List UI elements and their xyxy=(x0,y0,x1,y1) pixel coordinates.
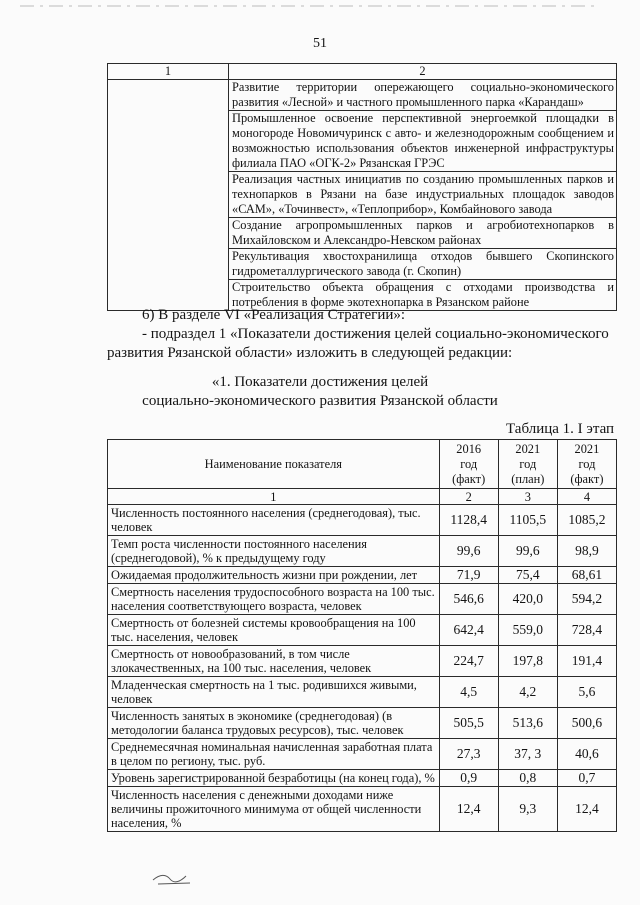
value-2021-plan: 420,0 xyxy=(498,584,557,615)
value-2021-fact: 98,9 xyxy=(557,536,616,567)
signature-mark xyxy=(150,868,200,888)
indicator-name: Смертность от болезней системы кровообращения на 100 тыс. населения, человек xyxy=(108,615,440,646)
indicator-name: Численность постоянного населения (среднегодовая), тыс. человек xyxy=(108,505,440,536)
table-row xyxy=(108,770,617,787)
indicator-name: Младенческая смертность на 1 тыс. родившихся живыми, человек xyxy=(108,677,440,708)
value-2016-fact: 4,5 xyxy=(439,677,498,708)
table-header-row xyxy=(108,64,617,80)
indicator-name: Темп роста численности постоянного населения (среднегодовой), % к предыдущему году xyxy=(108,536,440,567)
section-heading: 6) В разделе VI «Реализация Стратегии»: xyxy=(142,307,406,323)
column-header: 2 xyxy=(229,64,617,80)
header-type: (факт) xyxy=(452,471,486,486)
header-year: 2021 xyxy=(574,441,600,456)
paragraph-line: развития Рязанской области» изложить в следующей редакции: xyxy=(107,345,513,361)
value-2016-fact: 642,4 xyxy=(439,615,498,646)
value-2021-plan: 1105,5 xyxy=(498,505,557,536)
column-header-2021-fact xyxy=(557,440,616,489)
project-item: Создание агропромышленных парков и агробиотехнопарков в Михайловском и Александро-Невском районах xyxy=(229,218,617,249)
column-number-row xyxy=(108,489,617,505)
indicator-name: Уровень зарегистрированной безработицы (на конец года), % xyxy=(108,770,440,787)
scan-edge-marks xyxy=(0,0,640,12)
value-2021-plan: 9,3 xyxy=(498,787,557,832)
value-2016-fact: 1128,4 xyxy=(439,505,498,536)
value-2016-fact: 99,6 xyxy=(439,536,498,567)
projects-table xyxy=(107,63,617,311)
indicator-name: Среднемесячная номинальная начисленная заработная плата в целом по региону, тыс. руб. xyxy=(108,739,440,770)
value-2016-fact: 27,3 xyxy=(439,739,498,770)
project-item: Рекультивация хвостохранилища отходов бывшего Скопинского гидрометаллургического завода (г. Скопин) xyxy=(229,249,617,280)
table-row xyxy=(108,536,617,567)
header-type: (план) xyxy=(511,471,545,486)
value-2016-fact: 505,5 xyxy=(439,708,498,739)
page-number: 51 xyxy=(313,36,327,51)
indicator-name: Численность занятых в экономике (среднегодовая) (в методологии баланса трудовых ресурсов), тыс. человек xyxy=(108,708,440,739)
value-2016-fact: 12,4 xyxy=(439,787,498,832)
table-row xyxy=(108,505,617,536)
value-2021-fact: 12,4 xyxy=(557,787,616,832)
header-word: год xyxy=(519,456,537,471)
table-row xyxy=(108,615,617,646)
table-caption: Таблица 1. I этап xyxy=(506,421,615,437)
header-type: (факт) xyxy=(570,471,604,486)
column-header: 1 xyxy=(108,64,229,80)
indicator-name: Численность населения с денежными доходами ниже величины прожиточного минимума от общей численности населения, % xyxy=(108,787,440,832)
column-number: 2 xyxy=(439,489,498,505)
header-word: год xyxy=(578,456,596,471)
value-2021-plan: 37, 3 xyxy=(498,739,557,770)
value-2021-fact: 500,6 xyxy=(557,708,616,739)
column-header-name: Наименование показателя xyxy=(108,440,440,489)
value-2021-plan: 197,8 xyxy=(498,646,557,677)
indicator-name: Смертность от новообразований, в том числе злокачественных, на 100 тыс. населения, человек xyxy=(108,646,440,677)
value-2016-fact: 0,9 xyxy=(439,770,498,787)
table-row xyxy=(108,677,617,708)
indicator-name: Ожидаемая продолжительность жизни при рождении, лет xyxy=(108,567,440,584)
column-number: 1 xyxy=(108,489,440,505)
table-header-row xyxy=(108,440,617,489)
value-2021-fact: 68,61 xyxy=(557,567,616,584)
table-row xyxy=(108,567,617,584)
project-item: Промышленное освоение перспективной энергоемкой площадки в моногороде Новомичуринск с авто- и железнодорожным сообщением и возможностью использования объектов инженерной инфраструктуры филиала ПАО «ОГК-2» Рязанская ГРЭС xyxy=(229,111,617,172)
project-item: Развитие территории опережающего социально-экономического развития «Лесной» и частного промышленного парка «Карандаш» xyxy=(229,80,617,111)
column-number: 3 xyxy=(498,489,557,505)
value-2021-fact: 40,6 xyxy=(557,739,616,770)
table-row xyxy=(108,646,617,677)
value-2021-plan: 0,8 xyxy=(498,770,557,787)
project-item: Строительство объекта обращения с отходами производства и потребления в форме экотехнопарка в Рязанском районе xyxy=(229,280,617,311)
column-number: 4 xyxy=(557,489,616,505)
table-title-line1: «1. Показатели достижения целей xyxy=(211,374,429,390)
value-2021-fact: 728,4 xyxy=(557,615,616,646)
value-2021-fact: 191,4 xyxy=(557,646,616,677)
header-word: год xyxy=(460,456,478,471)
value-2016-fact: 546,6 xyxy=(439,584,498,615)
value-2021-plan: 559,0 xyxy=(498,615,557,646)
table-title-line2: социально-экономического развития Рязанской области xyxy=(142,393,498,409)
value-2021-fact: 0,7 xyxy=(557,770,616,787)
value-2021-fact: 1085,2 xyxy=(557,505,616,536)
value-2021-plan: 4,2 xyxy=(498,677,557,708)
value-2016-fact: 224,7 xyxy=(439,646,498,677)
value-2021-plan: 75,4 xyxy=(498,567,557,584)
table-row xyxy=(108,787,617,832)
indicators-table xyxy=(107,439,617,832)
indicator-name: Смертность населения трудоспособного возраста на 100 тыс. населения соответствующего возраста, человек xyxy=(108,584,440,615)
column-header-2016-fact xyxy=(439,440,498,489)
header-year: 2016 xyxy=(456,441,482,456)
value-2021-plan: 513,6 xyxy=(498,708,557,739)
value-2021-fact: 5,6 xyxy=(557,677,616,708)
value-2021-fact: 594,2 xyxy=(557,584,616,615)
column-header-2021-plan xyxy=(498,440,557,489)
table-row xyxy=(108,708,617,739)
header-year: 2021 xyxy=(515,441,541,456)
paragraph-line: - подраздел 1 «Показатели достижения целей социально-экономического xyxy=(142,326,609,342)
table-row xyxy=(108,80,617,111)
table-row xyxy=(108,739,617,770)
table-row xyxy=(108,584,617,615)
value-2021-plan: 99,6 xyxy=(498,536,557,567)
project-item: Реализация частных инициатив по созданию промышленных парков и технопарков в Рязани на базе индустриальных площадок заводов «САМ», «Точинвест», «Теплоприбор», Комбайнового завода xyxy=(229,172,617,218)
value-2016-fact: 71,9 xyxy=(439,567,498,584)
